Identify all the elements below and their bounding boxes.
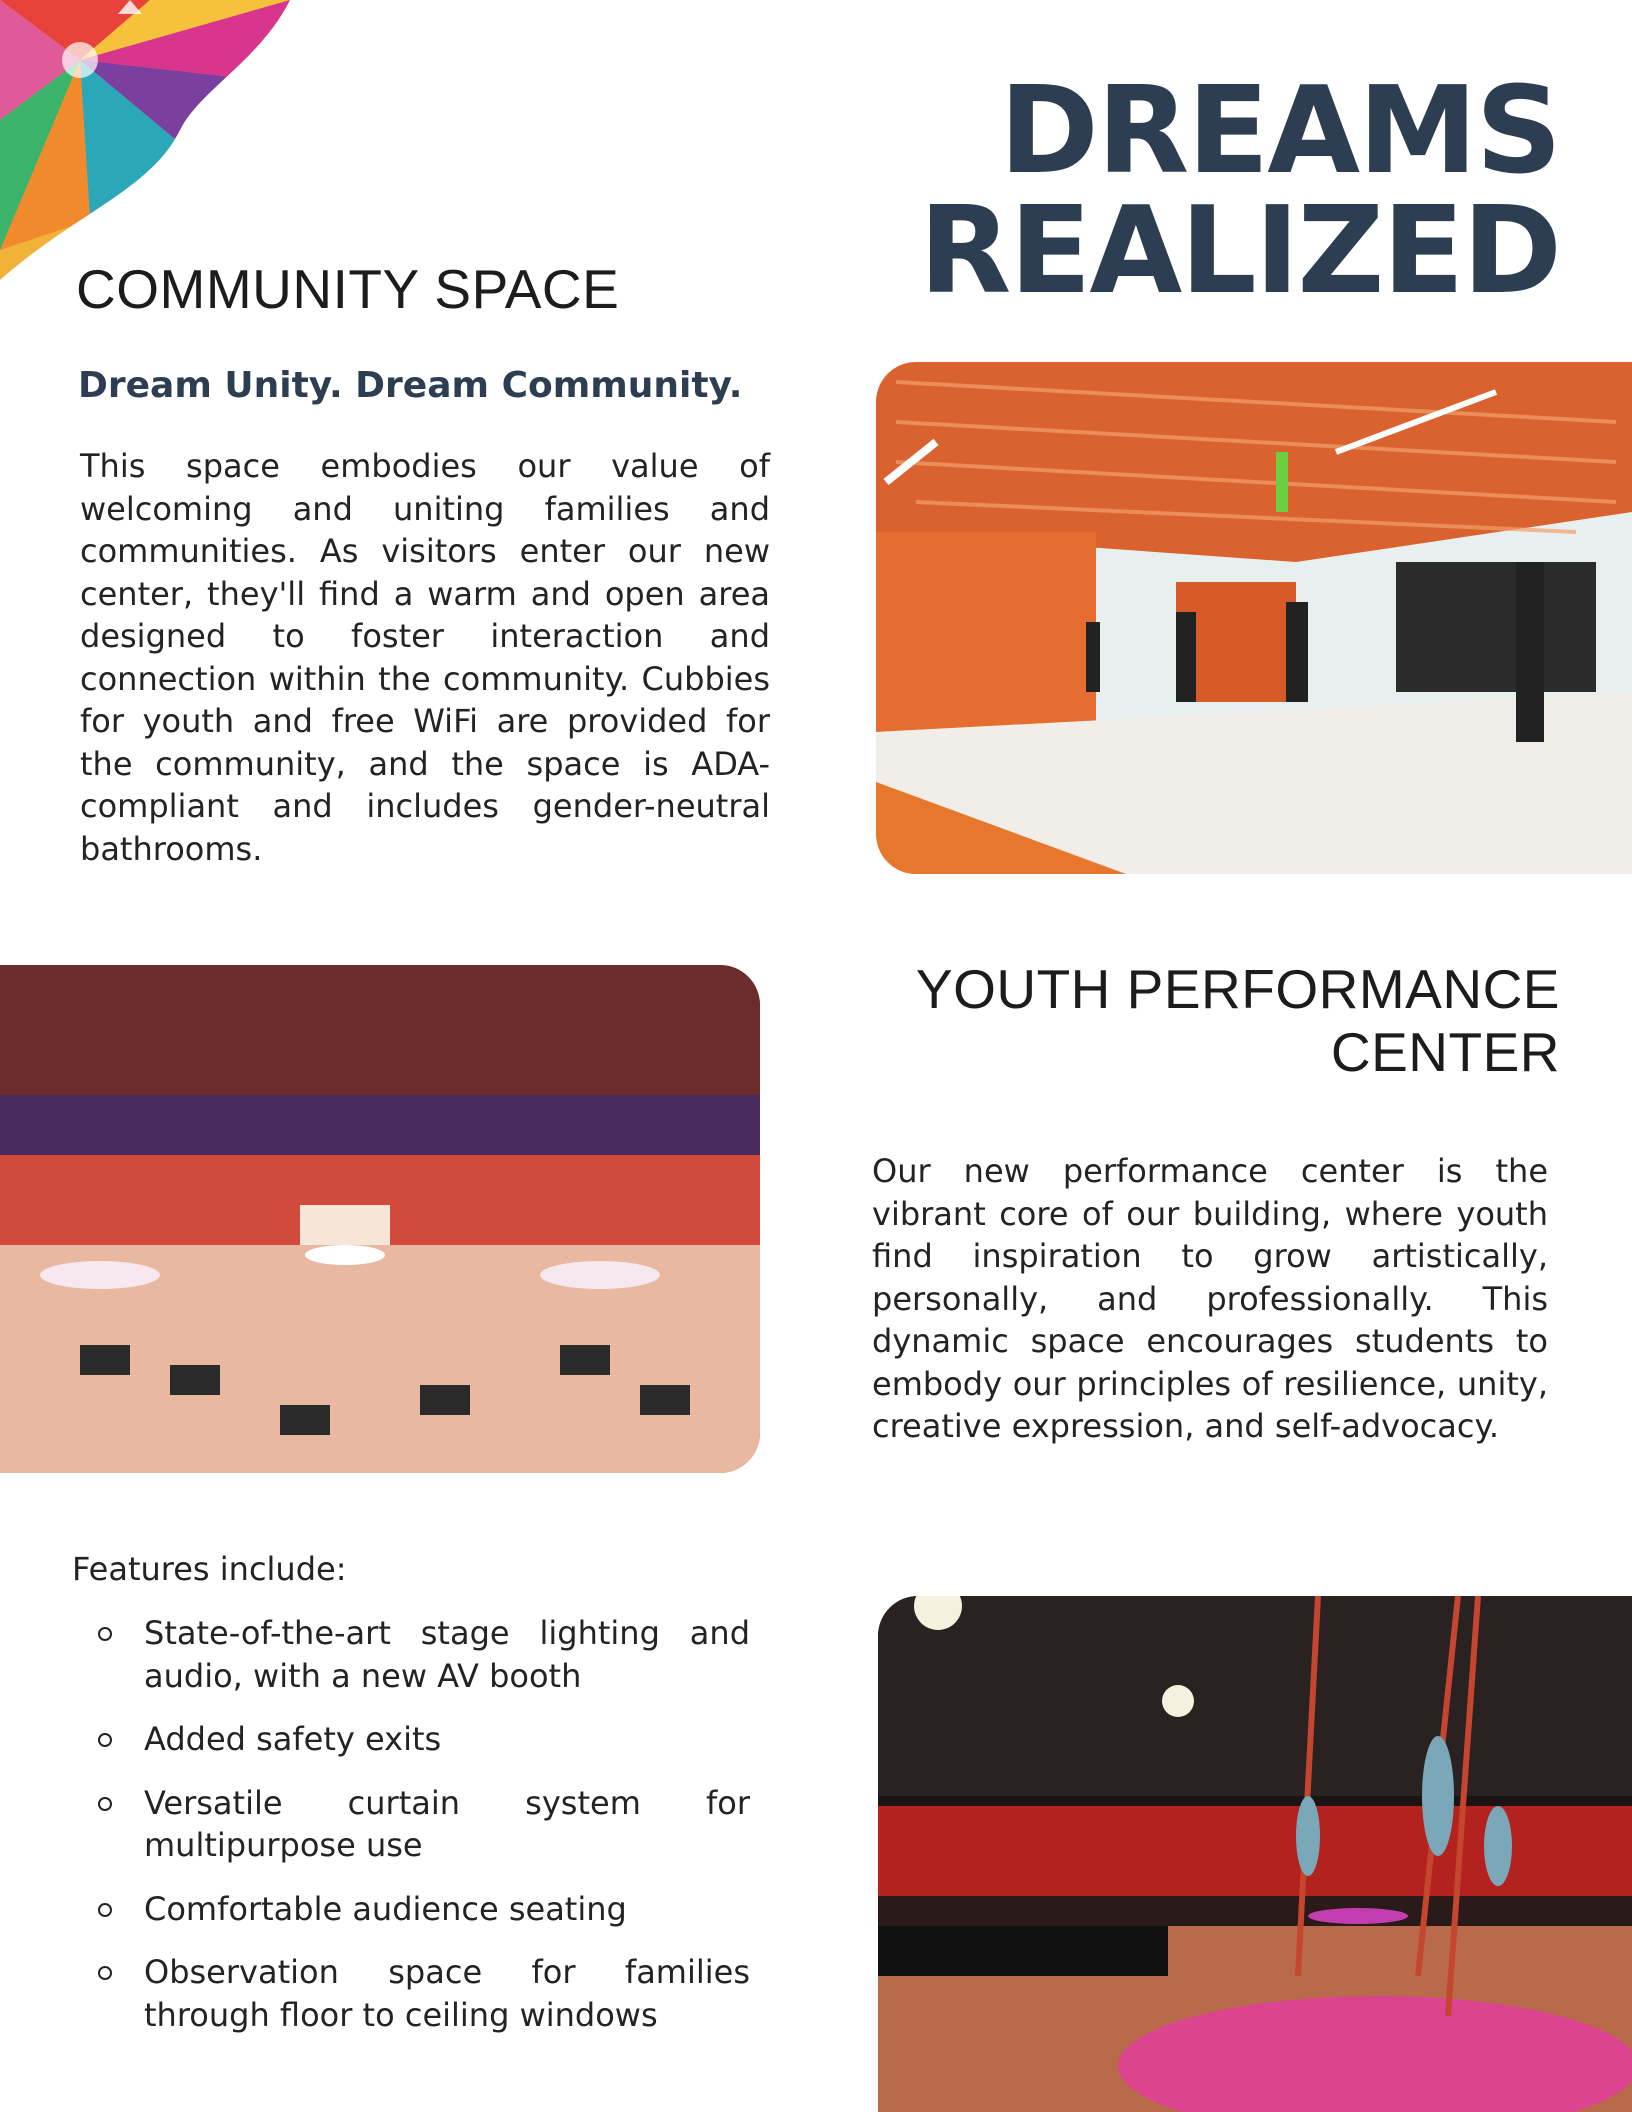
community-space-heading: COMMUNITY SPACE — [76, 258, 620, 320]
page-title: DREAMS REALIZED — [919, 62, 1560, 321]
list-item: Versatile curtain system for multipurpose use — [90, 1782, 750, 1867]
list-item: Added safety exits — [90, 1718, 750, 1761]
features-list — [90, 1612, 750, 2057]
corner-decoration — [0, 0, 300, 290]
performance-hall-photo — [0, 965, 760, 1473]
bullet-icon — [98, 1966, 112, 1980]
list-item: State-of-the-art stage lighting and audio, with a new AV booth — [90, 1612, 750, 1697]
youth-description: Our new performance center is the vibrant core of our building, where youth find inspiration to grow artistically, personally, and professionally. This dynamic space encourages students to embody our principles of resilience, unity, creative expression, and self-advocacy. — [872, 1152, 1548, 1445]
bullet-icon — [98, 1797, 112, 1811]
aerial-performance-photo — [878, 1596, 1632, 2112]
community-tagline: Dream Unity. Dream Community. — [78, 365, 743, 406]
community-space-photo — [876, 362, 1632, 874]
features-label: Features include: — [72, 1550, 347, 1588]
youth-heading-line2: CENTER — [1330, 1021, 1560, 1084]
list-item: Observation space for families through floor to ceiling windows — [90, 1951, 750, 2036]
youth-heading-line1: YOUTH PERFORMANCE — [915, 958, 1560, 1020]
bullet-icon — [98, 1733, 112, 1747]
community-description: This space embodies our value of welcoming and uniting families and communities. As visitors enter our new center, they'll find a warm and open area designed to foster interaction and connection within the community. Cubbies for youth and free WiFi are provided for the community, and the space is ADA-compliant and includes gender-neutral bathrooms. — [80, 447, 770, 868]
youth-performance-heading — [840, 958, 1560, 1085]
bullet-icon — [98, 1903, 112, 1917]
list-item: Comfortable audience seating — [90, 1888, 750, 1931]
bullet-icon — [98, 1627, 112, 1641]
